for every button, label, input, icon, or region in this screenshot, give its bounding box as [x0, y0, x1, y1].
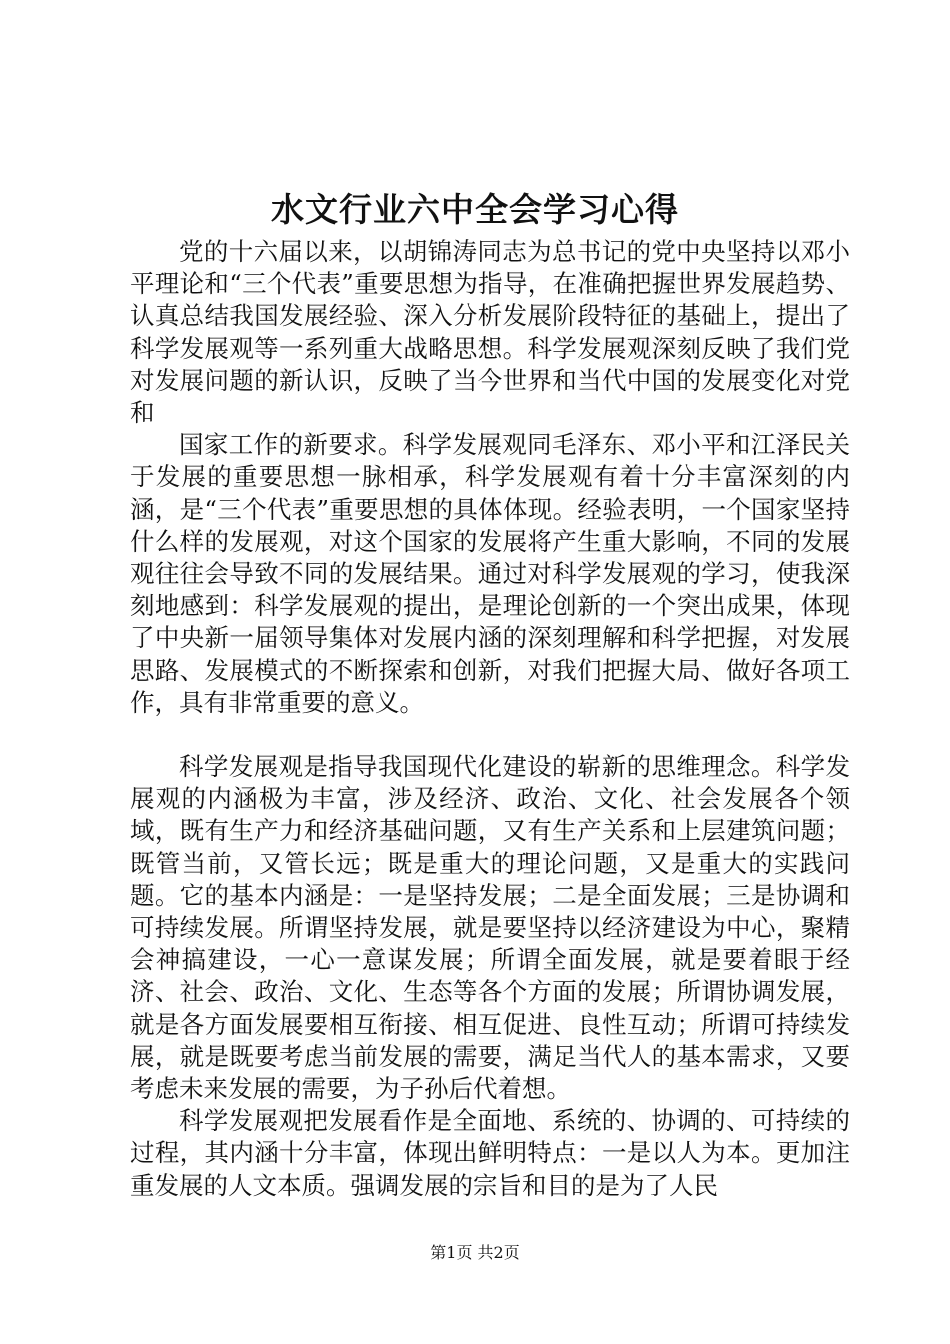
paragraph-2: 国家工作的新要求。科学发展观同毛泽东、邓小平和江泽民关于发展的重要思想一脉相承，科学发展观有着十分丰富深刻的内涵，是“三个代表”重要思想的具体体现。经验表明，一个国家坚持什么样的发展观，对这个国家的发展将产生重大影响，不同的发展观往往会导致不同的发展结果。通过对科学发展观的学习，使我深刻地感到：科学发展观的提出，是理论创新的一个突出成果，体现了中央新一届领导集体对发展内涵的深刻理解和科学把握，对发展思路、发展模式的不断探索和创新，对我们把握大局、做好各项工作，具有非常重要的意义。	[130, 430, 850, 717]
page-number-footer: 第1页 共2页	[430, 1243, 520, 1262]
paragraph-3: 科学发展观是指导我国现代化建设的崭新的思维理念。科学发展观的内涵极为丰富，涉及经济、政治、文化、社会发展各个领域，既有生产力和经济基础问题，又有生产关系和上层建筑问题；既管当前，又管长远；既是重大的理论问题，又是重大的实践问题。它的基本内涵是：一是坚持发展；二是全面发展；三是协调和可持续发展。所谓坚持发展，就是要坚持以经济建设为中心，聚精会神搞建设，一心一意谋发展；所谓全面发展，就是要着眼于经济、社会、政治、文化、生态等各个方面的发展；所谓协调发展，就是各方面发展要相互衔接、相互促进、良性互动；所谓可持续发展，就是既要考虑当前发展的需要，满足当代人的基本需求，又要考虑未来发展的需要，为子孙后代着想。	[130, 752, 850, 1104]
paragraph-1: 党的十六届以来，以胡锦涛同志为总书记的党中央坚持以邓小平理论和“三个代表”重要思想为指导，在准确把握世界发展趋势、认真总结我国发展经验、深入分析发展阶段特征的基础上，提出了科学发展观等一系列重大战略思想。科学发展观深刻反映了我们党对发展问题的新认识，反映了当今世界和当代中国的发展变化对党和	[130, 237, 850, 428]
document-title: 水文行业六中全会学习心得	[271, 190, 679, 229]
paragraph-spacer	[130, 719, 850, 751]
document-body	[130, 236, 850, 1202]
paragraph-4: 科学发展观把发展看作是全面地、系统的、协调的、可持续的过程，其内涵十分丰富，体现出鲜明特点：一是以人为本。更加注重发展的人文本质。强调发展的宗旨和目的是为了人民	[130, 1106, 850, 1200]
